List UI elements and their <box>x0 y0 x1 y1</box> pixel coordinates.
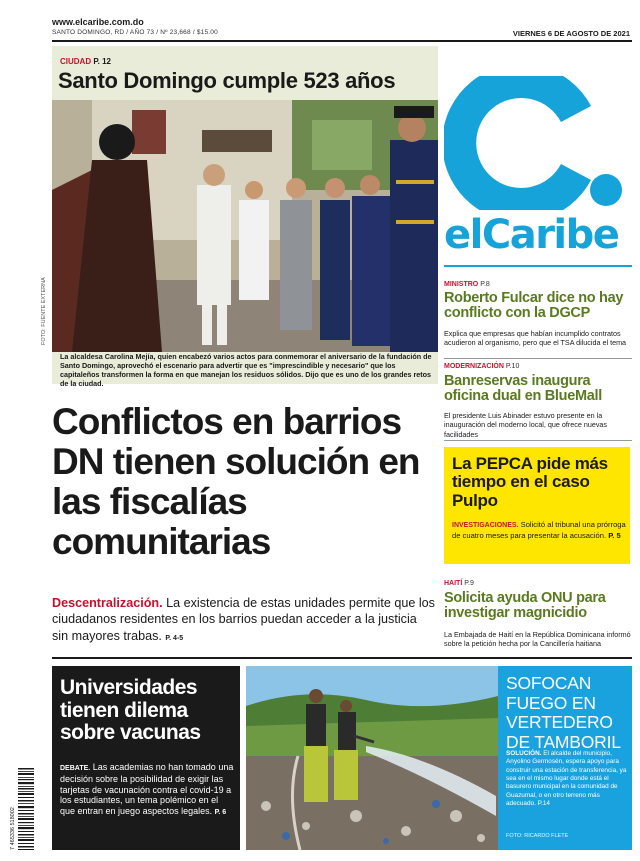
fire-page: P.14 <box>537 799 550 807</box>
story-divider <box>444 358 632 359</box>
logo-c-icon <box>444 76 626 210</box>
universities-page: P. 6 <box>214 809 227 817</box>
logo-c-mark[interactable] <box>444 76 626 210</box>
landfill-fire-photo[interactable] <box>246 666 498 850</box>
fire-story-title[interactable]: SOFOCAN FUEGO EN VERTEDERO DE TAMBORIL <box>506 673 621 752</box>
feature-photo-credit: FOTO: FUENTE EXTERNA <box>41 277 47 345</box>
barcode-number: 7 465336 518002 <box>10 807 16 850</box>
story-haiti-body: La Embajada de Haití en la República Dominicana informó sobre la petición hecha por la Cancillería haitiana <box>444 630 631 649</box>
edition-date: VIERNES 6 DE AGOSTO DE 2021 <box>512 29 630 38</box>
universities-body <box>60 762 234 818</box>
story-haiti-title[interactable]: Solicita ayuda ONU para investigar magnicidio <box>444 590 606 622</box>
story-page: P.8 <box>480 281 490 288</box>
logo-rule <box>444 265 632 267</box>
story-ministro-title[interactable]: Roberto Fulcar dice no hay conflicto con la DGCP <box>444 290 624 322</box>
main-sub-kicker: Descentralización. <box>52 596 163 610</box>
ceremony-photo-illustration <box>52 100 438 352</box>
feature-kicker-label: CIUDAD <box>60 57 92 66</box>
feature-caption: La alcaldesa Carolina Mejía, quien encabezó varios actos para conmemorar el aniversario de la fundación de Santo Domingo, aprovechó el escenario para advertir que es "imprescindible y necesario" que los capitaleños transformen la forma en que manejan los residuos sólidos. Dijo que es uno de los grandes retos de la ciudad. <box>60 352 432 388</box>
main-sub-text: La existencia de estas unidades permite que los ciudadanos residentes en los barrios puedan acceder a la justicia sin mayores trabas. <box>52 596 435 643</box>
barcode-icon <box>6 766 36 852</box>
fire-kicker: SOLUCIÓN. <box>506 750 542 757</box>
header-rule <box>52 40 632 42</box>
feature-page: P. 12 <box>93 57 111 66</box>
main-sub-page: P. 4-5 <box>165 634 184 642</box>
story-kicker-label: MINISTRO <box>444 281 479 288</box>
story-divider <box>444 440 632 441</box>
feature-photo[interactable] <box>52 100 438 352</box>
story-page: P.9 <box>464 580 474 587</box>
main-subhead <box>52 595 436 644</box>
story-page: P.10 <box>505 363 520 370</box>
story-kicker-label: HAITÍ <box>444 580 463 587</box>
pepca-text: Solicitó al tribunal una prórroga de cuatro meses para presentar la acusación. <box>452 520 626 540</box>
site-url[interactable]: www.elcaribe.com.do <box>52 17 144 27</box>
edition-meta: SANTO DOMINGO, RD / AÑO 73 / Nº 23,668 / $15.00 <box>52 29 218 36</box>
pepca-kicker: INVESTIGACIONES. <box>452 522 519 529</box>
story-haiti-kicker <box>444 580 474 587</box>
fire-story-body <box>506 750 630 808</box>
story-banreservas-body: El presidente Luis Abinader estuvo presente en la inauguración del moderno local, que ofrece nuevas facilidades <box>444 411 608 439</box>
pepca-title[interactable]: La PEPCA pide más tiempo en el caso Pulpo <box>452 454 608 510</box>
fire-text: El alcalde del municipio, Anyolino Germosén, espera apoyo para construir una estación de transferencia, ya sea en el mismo lugar donde está el basurero municipal en la comunidad de Guazumal, o en otro terreno más adecuado. <box>506 750 627 807</box>
feature-title[interactable]: Santo Domingo cumple 523 años <box>58 68 396 93</box>
main-headline[interactable]: Conflictos en barrios DN tienen solución en las fiscalías comunitarias <box>52 401 420 562</box>
pepca-body <box>452 520 626 541</box>
universities-kicker: DEBATE. <box>60 765 91 772</box>
logo-wordmark[interactable]: elCaribe <box>444 212 619 258</box>
story-ministro-body: Explica que empresas que habían incumplido contratos acudieron al organismo, pero que el TSA dilucida el tema <box>444 329 627 348</box>
universities-text: Las academias no han tomado una decisión sobre la posibilidad de exigir las tarjetas de vacunación contra el covid-19 a los estudiantes, un tema polémico en el que entran en juego aspectos legales. <box>60 762 234 817</box>
universities-title[interactable]: Universidades tienen dilema sobre vacunas <box>60 676 201 745</box>
story-kicker-label: MODERNIZACIÓN <box>444 363 504 370</box>
firefighters-photo-illustration <box>246 666 498 850</box>
story-banreservas-title[interactable]: Banreservas inaugura oficina dual en BlueMall <box>444 373 602 405</box>
feature-kicker <box>60 57 111 66</box>
fire-photo-credit: FOTO: RICARDO FLETE <box>506 833 569 839</box>
story-modernizacion-kicker <box>444 363 519 370</box>
section-rule <box>52 657 632 659</box>
barcode <box>6 766 36 852</box>
pepca-page: P. 5 <box>608 530 621 540</box>
story-ministro-kicker <box>444 281 490 288</box>
